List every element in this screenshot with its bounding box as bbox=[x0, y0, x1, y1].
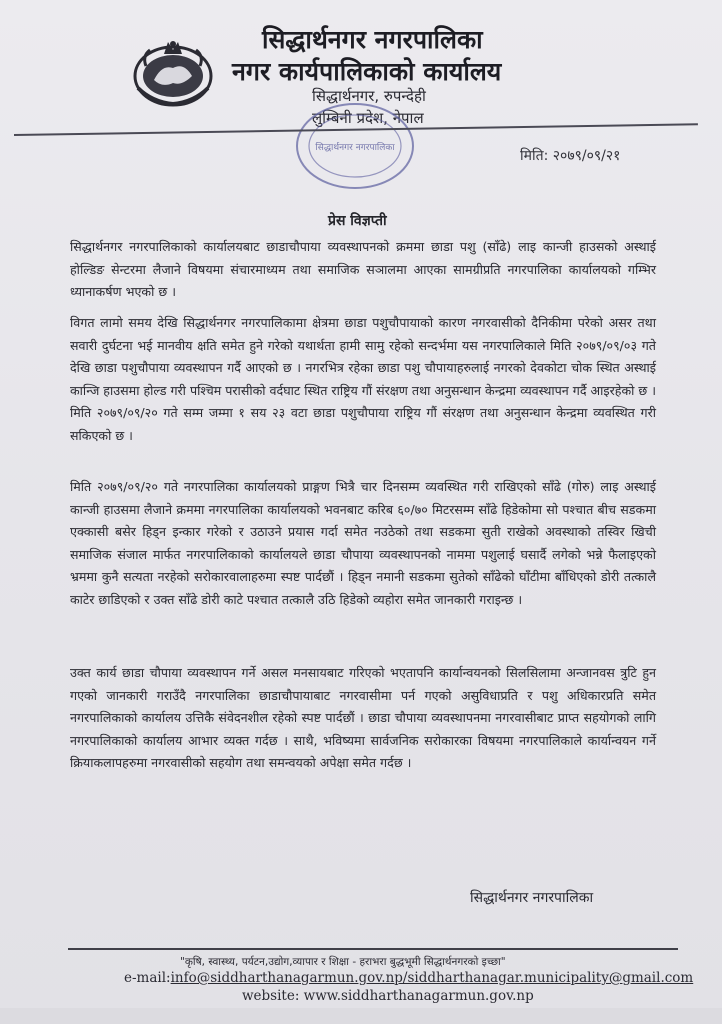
footer-email bbox=[124, 970, 693, 986]
letter-date: मिति: २०७९/०९/२१ bbox=[520, 148, 621, 164]
footer-divider bbox=[68, 948, 678, 950]
footer-website[interactable]: website: www.siddharthanagarmun.gov.np bbox=[242, 988, 534, 1004]
email-link[interactable]: info@siddharthanagarmun.gov.np/siddharthanagar.municipality@gmail.com bbox=[170, 970, 694, 986]
paragraph-1: सिद्धार्थनगर नगरपालिकाको कार्यालयबाट छाडाचौपाया व्यवस्थापनको क्रममा छाडा पशु (साँढे) लाइ कान्जी हाउसको अस्थाई होल्डिङ सेन्टरमा लैजाने विषयमा संचारमाध्यम तथा समाजिक सञालमा आएका सामग्रीप्रति नगरपालिका कार्यालयको गम्भिर ध्यानाकर्षण भएको छ । bbox=[70, 239, 656, 300]
paragraph-2: विगत लामो समय देखि सिद्धार्थनगर नगरपालिकामा क्षेत्रमा छाडा पशुचौपायाको कारण नगरवासीको दैनिकीमा परेको असर तथा सवारी दुर्घटना भई मानवीय क्षति समेत हुने गरेको यथार्थता हामी सामु रहेको सन्दर्भमा यस नगरपालिकाले मिति २०७९/०९/०३ गते देखि छाडा पशुचौपाया व्यवस्थापन गर्दै आएको छ । नगरभित्र रहेका छाडा पशु चौपायाहरुलाई नगरको देवकोटा चोक स्थित अस्थाई कान्जि हाउसमा होल्ड गरी पश्चिम परासीको वर्दघाट स्थित राष्ट्रिय गौं संरक्षण तथा अनुसन्धान केन्द्रमा व्यवस्थापन गर्दै आइरहेको छ । मिति २०७९/०९/२० गते सम्म जम्मा १ सय २३ वटा छाडा पशुचौपाया राष्ट्रिय गौं संरक्षण तथा अनुसन्धान केन्द्रमा व्यवस्थित गरी सकिएको छ । bbox=[70, 315, 656, 443]
stamp-text: सिद्धार्थनगर नगरपालिका bbox=[315, 143, 395, 153]
page-bottom-edge bbox=[0, 1008, 722, 1024]
address-district: सिद्धार्थनगर, रुपन्देही bbox=[312, 87, 426, 105]
nepal-emblem-icon bbox=[132, 36, 214, 108]
municipality-title: सिद्धार्थनगर नगरपालिका bbox=[262, 25, 483, 54]
address-province: लुम्बिनी प्रदेश, नेपाल bbox=[312, 109, 424, 127]
document-title: प्रेस विज्ञप्ती bbox=[328, 213, 387, 229]
email-label: e-mail: bbox=[124, 970, 171, 986]
office-stamp-icon bbox=[292, 98, 418, 194]
paragraph-4: उक्त कार्य छाडा चौपाया व्यवस्थापन गर्ने असल मनसायबाट गरिएको भएतापनि कार्यान्वयनको सिलसिलामा अन्जानवस त्रुटि हुन गएको जानकारी गराउँदै नगरपालिका छाडाचौपायाबाट नगरवासीमा पर्न गएको असुविधाप्रति र पशु अधिकारप्रति समेत नगरपालिकाको कार्यालय उत्तिकै संवेदनशील रहेको स्पष्ट पार्दछौं । छाडा चौपाया व्यवस्थापनमा नगरवासीबाट प्राप्त सहयोगको लागि नगरपालिकाको कार्यालय आभार व्यक्त गर्दछ । साथै, भविष्यमा सार्वजनिक सरोकारका विषयमा नगरपालिकाले कार्यान्वयन गर्ने क्रियाकलापहरुमा नगरवासीको सहयोग तथा समन्वयको अपेक्षा समेत गर्दछ । bbox=[70, 665, 656, 771]
office-title: नगर कार्यपालिकाको कार्यालय bbox=[232, 57, 502, 86]
signature-block: सिद्धार्थनगर नगरपालिका bbox=[470, 890, 594, 906]
paragraph-3: मिति २०७९/०९/२० गते नगरपालिका कार्यालयको प्राङ्गण भित्रै चार दिनसम्म व्यवस्थित गरी राखिएको साँढे (गोरु) लाइ अस्थाई कान्जी हाउसमा लैजाने क्रममा नगरपालिका कार्यालयको भवनबाट करिब ६०/७० मिटरसम्म साँढे हिडेकोमा सो पश्चात बीच सडकमा एक्कासी बसेर हिड्न इन्कार गरेको र उठाउने प्रयास गर्दा समेत नउठेको तथा सडकमा सुती राखेको अवस्थाको तस्विर खिची समाजिक संजाल मार्फत नगरपालिकाको कार्यालयले छाडा चौपाया व्यवस्थापनको नाममा पशुलाई घसार्दै लगेको भन्ने फैलाइएको भ्रममा कुनै सत्यता नरहेको सरोकारवालाहरुमा स्पष्ट पार्दछौं । हिड्न नमानी सडकमा सुतेको साँढेको घाँटीमा बाँधिएको डोरी तत्कालै काटेर छाडिएको र उक्त साँढे डोरी काटे पश्चात तत्कालै उठि हिडेको व्यहोरा समेत जानकारी गराइन्छ । bbox=[70, 479, 656, 607]
footer-motto: "कृषि, स्वास्थ्य, पर्यटन,उद्योग,व्यापार र शिक्षा - हराभरा बुद्धभूमी सिद्धार्थनगरको इच्छा" bbox=[180, 956, 506, 968]
